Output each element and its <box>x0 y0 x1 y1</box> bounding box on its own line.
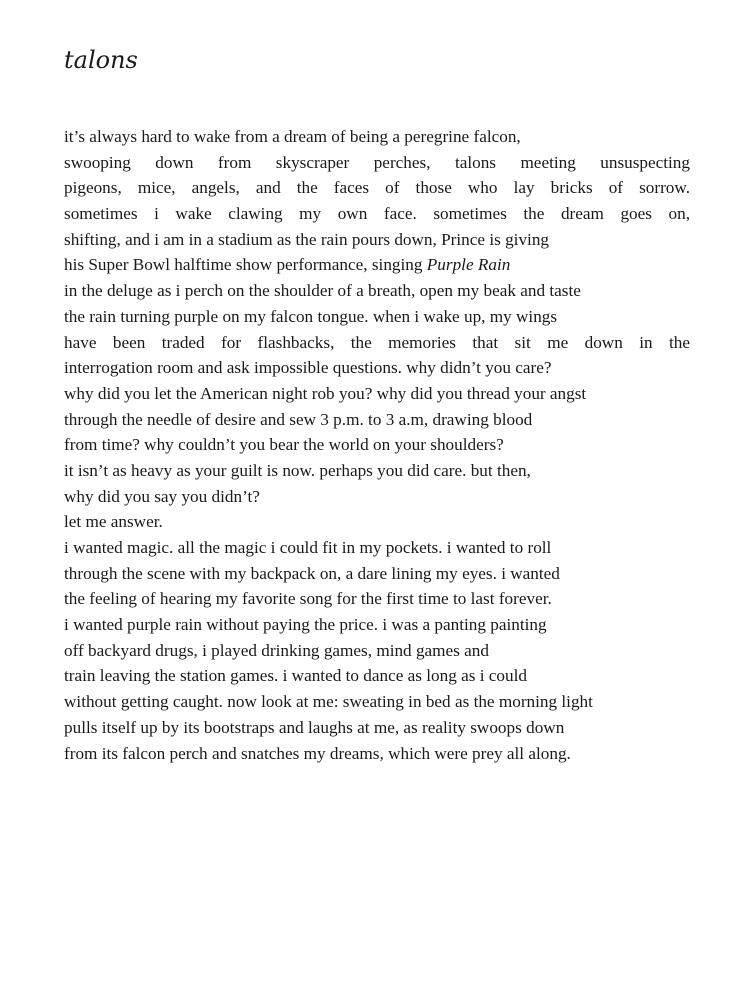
poem-line <box>64 252 690 278</box>
song-title-italic: Purple Rain <box>426 255 511 275</box>
poem-line: pigeons, mice, angels, and the faces of those who lay bricks of sorrow. <box>64 178 690 198</box>
poem-line: have been traded for flashbacks, the memories that sit me down in the <box>64 332 690 352</box>
poem-line: let me answer. <box>64 512 163 532</box>
poem-line-segment: his Super Bowl halftime show performance, singing <box>64 255 427 275</box>
poem-line: from its falcon perch and snatches my dreams, which were prey all along. <box>64 743 571 763</box>
poem-title: talons <box>64 46 138 74</box>
poem-line: i wanted magic. all the magic i could fit in my pockets. i wanted to roll <box>64 538 552 557</box>
poem-line: why did you say you didn’t? <box>64 486 260 506</box>
poem-line: sometimes i wake clawing my own face. sometimes the dream goes on, <box>64 204 690 224</box>
poem-line: without getting caught. now look at me: sweating in bed as the morning light <box>64 692 593 712</box>
poem-line: i wanted purple rain without paying the price. i was a panting painting <box>64 615 547 635</box>
poem-line: through the scene with my backpack on, a dare lining my eyes. i wanted <box>64 563 560 583</box>
poem-line: shifting, and i am in a stadium as the rain pours down, Prince is giving <box>64 229 550 249</box>
poem-line: the feeling of hearing my favorite song for the first time to last forever. <box>64 589 552 609</box>
poem-line: why did you let the American night rob you? why did you thread your angst <box>64 383 587 403</box>
poem-line: it isn’t as heavy as your guilt is now. perhaps you did care. but then, <box>64 460 531 480</box>
poem-line: through the needle of desire and sew 3 p.m. to 3 a.m, drawing blood <box>64 409 533 429</box>
poem-line: interrogation room and ask impossible questions. why didn’t you care? <box>64 358 552 378</box>
poem-body <box>64 124 690 766</box>
poem-line: in the deluge as i perch on the shoulder of a breath, open my beak and taste <box>64 281 581 301</box>
poem-line: from time? why couldn’t you bear the world on your shoulders? <box>64 435 504 455</box>
poem-line: off backyard drugs, i played drinking games, mind games and <box>64 640 489 660</box>
poem-line: train leaving the station games. i wanted to dance as long as i could <box>64 666 527 686</box>
poem-line: swooping down from skyscraper perches, talons meeting unsuspecting <box>64 152 690 172</box>
poem-line: pulls itself up by its bootstraps and laughs at me, as reality swoops down <box>64 717 565 737</box>
poem-line: it’s always hard to wake from a dream of being a peregrine falcon, <box>64 127 521 146</box>
poem-line: the rain turning purple on my falcon tongue. when i wake up, my wings <box>64 306 558 326</box>
